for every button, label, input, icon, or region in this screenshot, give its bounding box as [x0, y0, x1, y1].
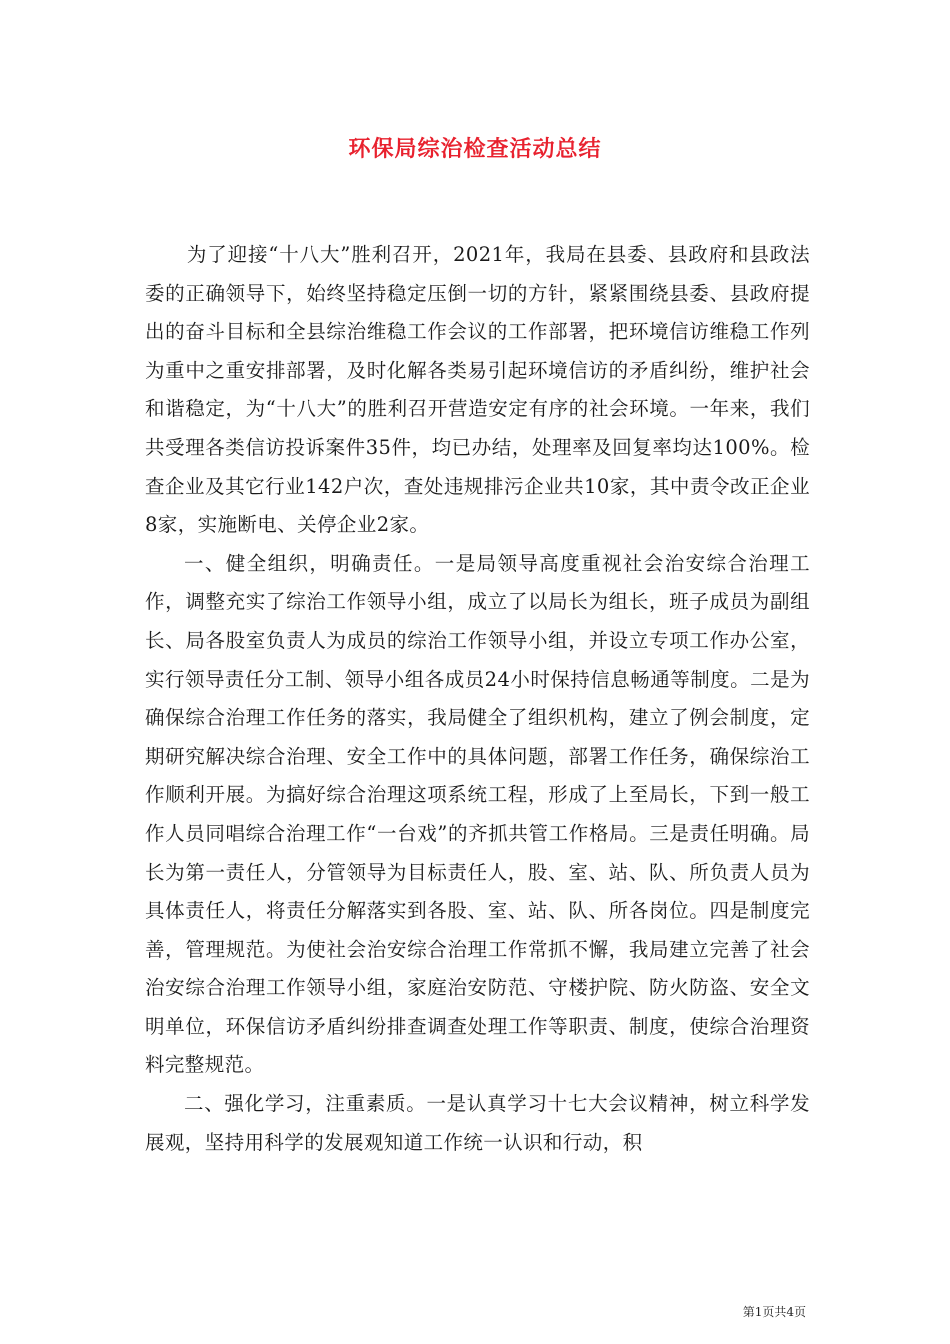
paragraph-section-2: 二、强化学习，注重素质。一是认真学习十七大会议精神，树立科学发展观，坚持用科学的发展观知道工作统一认识和行动，积 [145, 1092, 810, 1154]
paragraph-intro: 为了迎接“十八大”胜利召开，2021年，我局在县委、县政府和县政法委的正确领导下，始终坚持稳定压倒一切的方针，紧紧围绕县委、县政府提出的奋斗目标和全县综治维稳工作会议的工作部署，把环境信访维稳工作列为重中之重安排部署，及时化解各类易引起环境信访的矛盾纠纷，维护社会和谐稳定，为“十八大”的胜利召开营造安定有序的社会环境。一年来，我们共受理各类信访投诉案件35件，均已办结，处理率及回复率均达100%。检查企业及其它行业142户次，查处违规排污企业共10家，其中责令改正企业8家，实施断电、关停企业2家。 [145, 243, 810, 537]
document-body [145, 236, 810, 1162]
page-number-footer: 第1页共4页 [742, 1305, 806, 1319]
document-title: 环保局综治检查活动总结 [348, 136, 602, 162]
paragraph-section-1: 一、健全组织，明确责任。一是局领导高度重视社会治安综合治理工作，调整充实了综治工作领导小组，成立了以局长为组长，班子成员为副组长、局各股室负责人为成员的综治工作领导小组，并设立专项工作办公室，实行领导责任分工制、领导小组各成员24小时保持信息畅通等制度。二是为确保综合治理工作任务的落实，我局健全了组织机构，建立了例会制度，定期研究解决综合治理、安全工作中的具体问题，部署工作任务，确保综治工作顺利开展。为搞好综合治理这项系统工程，形成了上至局长，下到一般工作人员同唱综合治理工作“一台戏”的齐抓共管工作格局。三是责任明确。局长为第一责任人，分管领导为目标责任人，股、室、站、队、所负责人员为具体责任人，将责任分解落实到各股、室、站、队、所各岗位。四是制度完善，管理规范。为使社会治安综合治理工作常抓不懈，我局建立完善了社会治安综合治理工作领导小组，家庭治安防范、守楼护院、防火防盗、安全文明单位，环保信访矛盾纠纷排查调查处理工作等职责、制度，使综合治理资料完整规范。 [145, 551, 810, 1077]
